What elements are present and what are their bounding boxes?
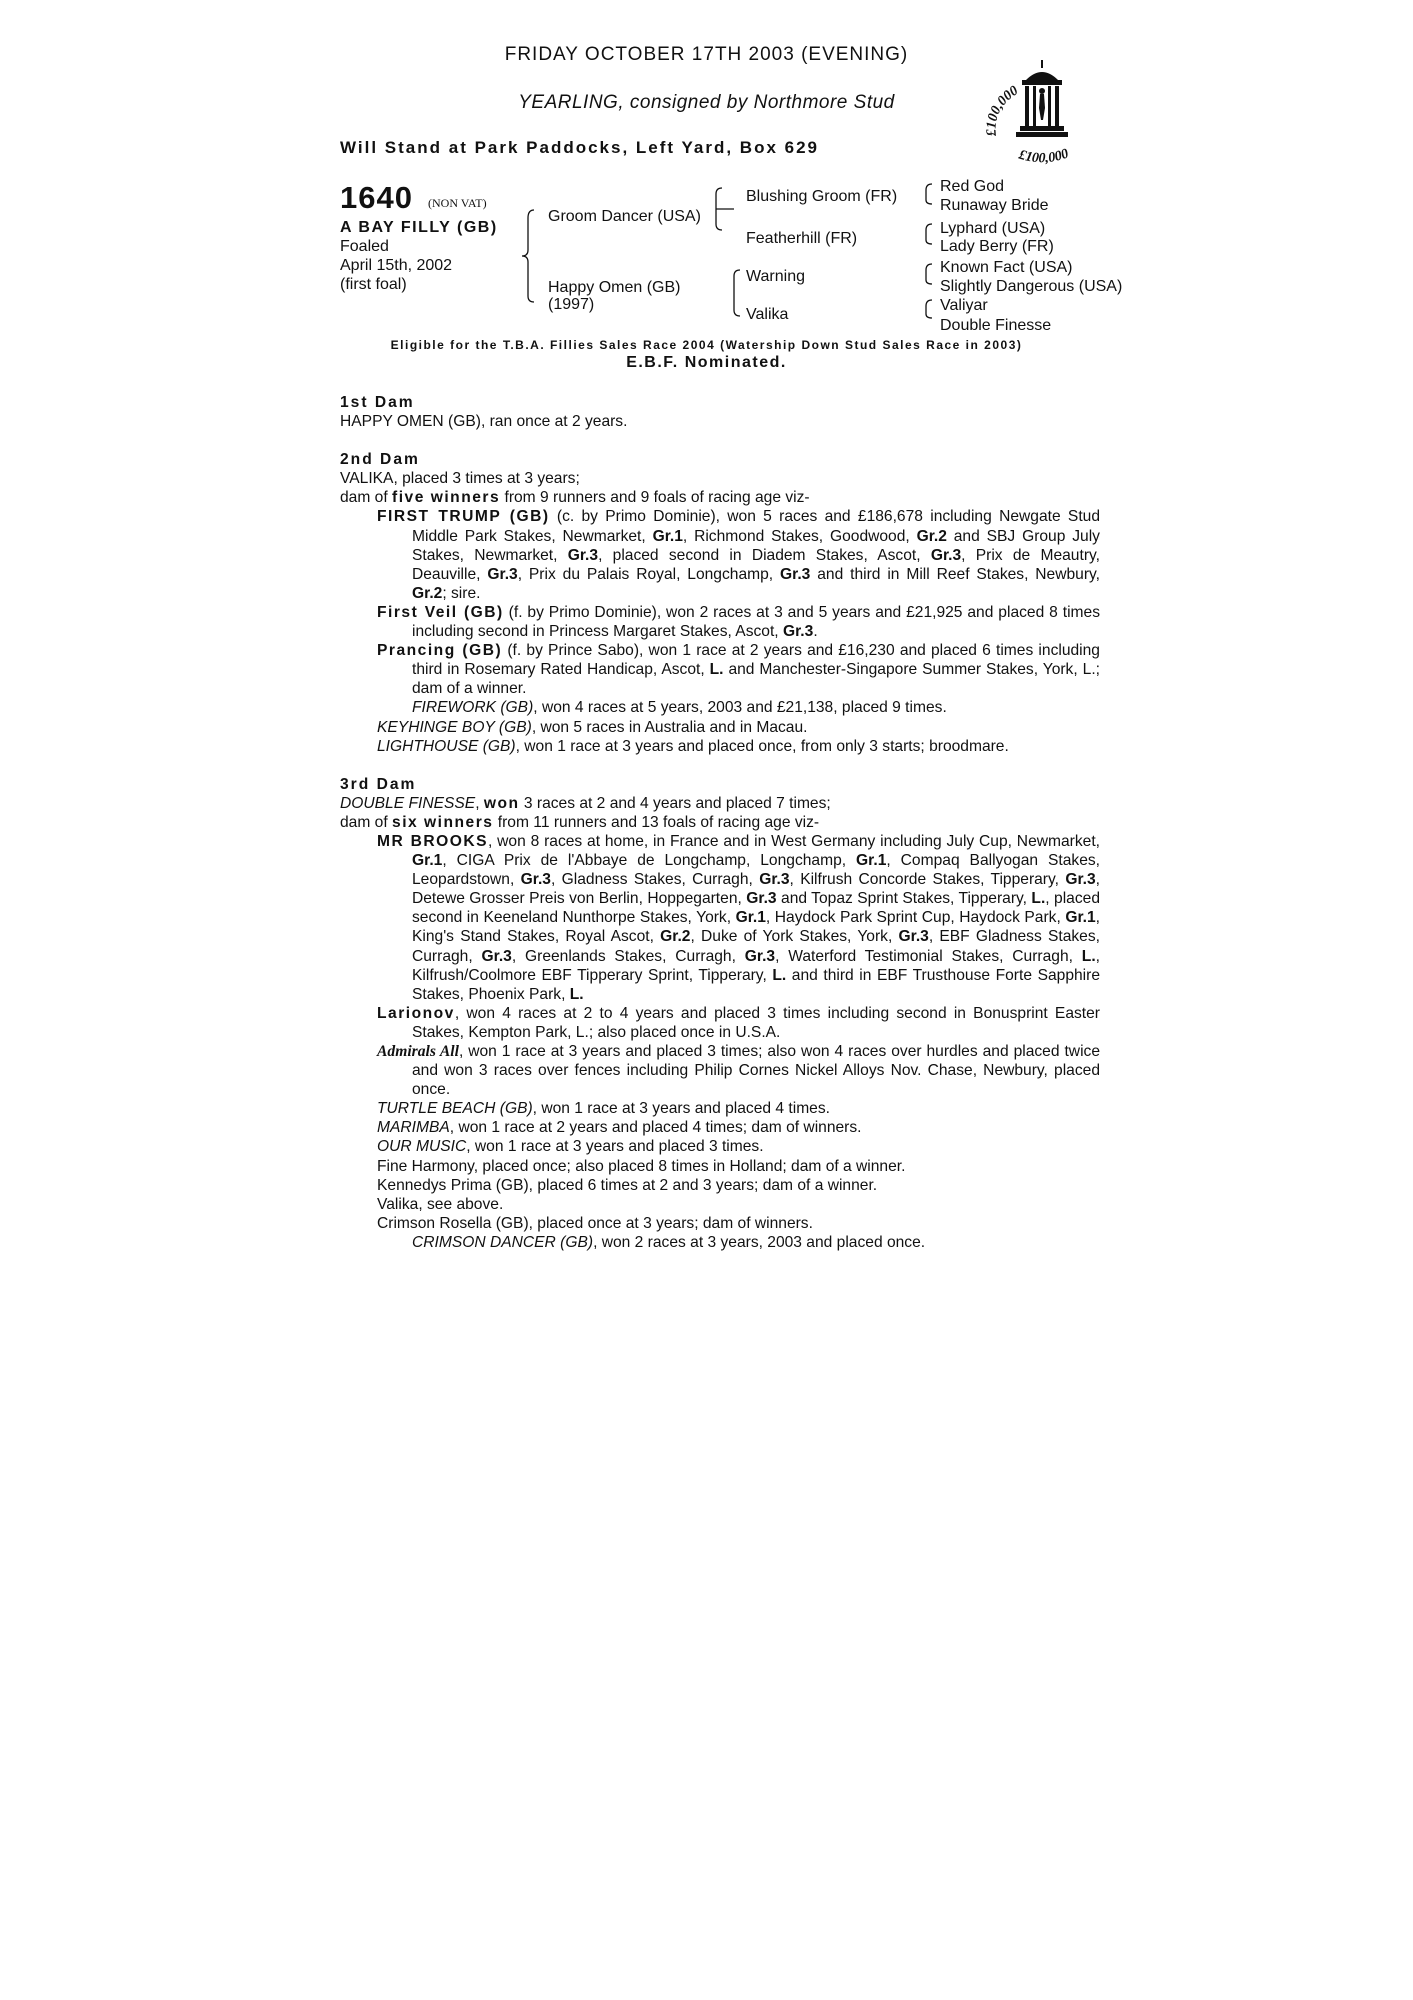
eligibility-note: Eligible for the T.B.A. Fillies Sales Race 2004 (Watership Down Stud Sales Race in 2003) — [390, 338, 1023, 352]
first-dam-text: HAPPY OMEN (GB), ran once at 2 years. — [340, 413, 628, 431]
pedigree-ssd: Runaway Bride — [940, 197, 1049, 214]
first-dam-heading: 1st Dam — [340, 394, 415, 411]
pedigree-brace-main — [520, 200, 540, 312]
produce-prancing: Prancing (GB) (f. by Prince Sabo), won 1 race at 2 years and £16,230 and placed 6 times including third in Rosemary Rated Handicap, Ascot, L. and Manchester-Singapore Summer Stakes, York, L.; dam of a winner. — [377, 642, 1100, 698]
second-dam-line1: VALIKA, placed 3 times at 3 years; — [340, 470, 580, 488]
second-dam-heading: 2nd Dam — [340, 451, 420, 469]
foaled-date: April 15th, 2002 — [340, 257, 453, 274]
logo-price-left: £100,000 — [984, 83, 1022, 137]
produce-crimson-rosella: Crimson Rosella (GB), placed once at 3 years; dam of winners. — [377, 1214, 813, 1232]
produce-fine-harmony: Fine Harmony, placed once; also placed 8 times in Holland; dam of a winner. — [377, 1157, 906, 1175]
svg-text:£100,000 — [984, 83, 1021, 137]
svg-text:£100,000 — [1016, 146, 1071, 166]
produce-crimson-dancer: CRIMSON DANCER (GB), won 2 races at 3 years, 2003 and placed once. — [412, 1233, 926, 1251]
lot-number: 1640 — [340, 180, 413, 215]
pedigree-sdd: Lady Berry (FR) — [940, 238, 1054, 255]
foal-note: (first foal) — [340, 276, 407, 293]
pedigree-dds: Valiyar — [940, 297, 988, 314]
pedigree-dss: Known Fact (USA) — [940, 259, 1073, 276]
produce-our-music: OUR MUSIC, won 1 race at 3 years and placed 3 times. — [377, 1138, 764, 1156]
pedigree-dsd: Slightly Dangerous (USA) — [940, 278, 1123, 295]
vat-status: (NON VAT) — [428, 196, 487, 210]
pedigree-dam-year: (1997) — [548, 296, 595, 313]
produce-valika: Valika, see above. — [377, 1195, 504, 1213]
pedigree-dam-dam: Valika — [746, 306, 789, 323]
produce-keyhinge-boy: KEYHINGE BOY (GB), won 5 races in Australia and in Macau. — [377, 718, 808, 736]
sale-date: FRIDAY OCTOBER 17TH 2003 (EVENING) — [504, 44, 909, 65]
lot-description: A BAY FILLY (GB) — [340, 219, 498, 236]
consignment-line: YEARLING, consigned by Northmore Stud — [518, 92, 895, 113]
pedigree-brace-outer — [920, 180, 940, 322]
pedigree-dam-sire: Warning — [746, 268, 805, 285]
pedigree-ddd: Double Finesse — [940, 317, 1052, 334]
third-dam-line1: DOUBLE FINESSE, won 3 races at 2 and 4 years and placed 7 times; — [340, 794, 831, 812]
pedigree-brace-sire — [712, 180, 742, 240]
catalogue-body — [340, 393, 1100, 1252]
pavilion-logo-icon — [982, 58, 1112, 170]
third-dam-heading: 3rd Dam — [340, 775, 417, 793]
produce-turtle-beach: TURTLE BEACH (GB), won 1 race at 3 years and placed 4 times. — [377, 1100, 830, 1118]
produce-mr-brooks: MR BROOKS, won 8 races at home, in France and in West Germany including July Cup, Newmarket, Gr.1, CIGA Prix de l'Abbaye de Longchamp, Longchamp, Gr.1, Compaq Ballyogan Stakes, Leopardstown, Gr.3, Gladness Stakes, Curragh, Gr.3, Kilfrush Concorde Stakes, Tipperary, Gr.3, Detewe Grosser Preis von Berlin, Hoppegarten, Gr.3 and Topaz Sprint Stakes, Tipperary, L., placed second in Keeneland Nunthorpe Stakes, York, Gr.1, Haydock Park Sprint Cup, Haydock Park, Gr.1, King's Stand Stakes, Royal Ascot, Gr.2, Duke of York Stakes, York, Gr.3, EBF Gladness Stakes, Curragh, Gr.3, Greenlands Stakes, Curragh, Gr.3, Waterford Testimonial Stakes, Curragh, L., Kilfrush/Coolmore EBF Tipperary Sprint, Tipperary, L. and third in EBF Trusthouse Forte Sapphire Stakes, Phoenix Park, L. — [377, 832, 1100, 1003]
second-dam-produce-summary: dam of five winners from 9 runners and 9 foals of racing age viz- — [340, 489, 810, 507]
foaled-label: Foaled — [340, 238, 389, 255]
pedigree-sire-dam: Featherhill (FR) — [746, 230, 858, 247]
logo-price-bottom: £100,000 — [1016, 146, 1071, 167]
pedigree-sire-sire: Blushing Groom (FR) — [746, 188, 898, 205]
produce-first-veil: First Veil (GB) (f. by Primo Dominie), won 2 races at 3 and 5 years and £21,925 and placed 8 times including second in Princess Margaret Stakes, Ascot, Gr.3. — [377, 603, 1100, 641]
third-dam-produce-summary: dam of six winners from 11 runners and 13 foals of racing age viz- — [340, 813, 820, 831]
pedigree-dam: Happy Omen (GB) — [548, 279, 681, 296]
pedigree-sds: Lyphard (USA) — [940, 220, 1046, 237]
ebf-nominated: E.B.F. Nominated. — [626, 354, 787, 371]
stand-location: Will Stand at Park Paddocks, Left Yard, Box 629 — [340, 138, 819, 157]
produce-kennedys-prima: Kennedys Prima (GB), placed 6 times at 2 and 3 years; dam of a winner. — [377, 1176, 878, 1194]
pedigree-sss: Red God — [940, 178, 1005, 195]
produce-larionov: Larionov, won 4 races at 2 to 4 years and placed 3 times including second in Bonusprint Easter Stakes, Kempton Park, L.; also placed once in U.S.A. — [377, 1004, 1100, 1041]
produce-marimba: MARIMBA, won 1 race at 2 years and placed 4 times; dam of winners. — [377, 1119, 862, 1137]
produce-admirals-all: Admirals All, won 1 race at 3 years and placed 3 times; also won 4 races over hurdles and placed twice and won 3 races over fences including Philip Cornes Nickel Alloys Nov. Chase, Newbury, placed once. — [377, 1043, 1101, 1099]
pedigree-sire: Groom Dancer (USA) — [548, 208, 701, 225]
produce-lighthouse: LIGHTHOUSE (GB), won 1 race at 3 years and placed once, from only 3 starts; broodmare. — [377, 737, 1009, 755]
produce-first-trump: FIRST TRUMP (GB) (c. by Primo Dominie), won 5 races and £186,678 including Newgate Stud Middle Park Stakes, Newmarket, Gr.1, Richmond Stakes, Goodwood, Gr.2 and SBJ Group July Stakes, Newmarket, Gr.3, placed second in Diadem Stakes, Ascot, Gr.3, Prix de Meautry, Deauville, Gr.3, Prix du Palais Royal, Longchamp, Gr.3 and third in Mill Reef Stakes, Newbury, Gr.2; sire. — [377, 508, 1100, 602]
produce-firework: FIREWORK (GB), won 4 races at 5 years, 2003 and £21,138, placed 9 times. — [412, 699, 947, 717]
